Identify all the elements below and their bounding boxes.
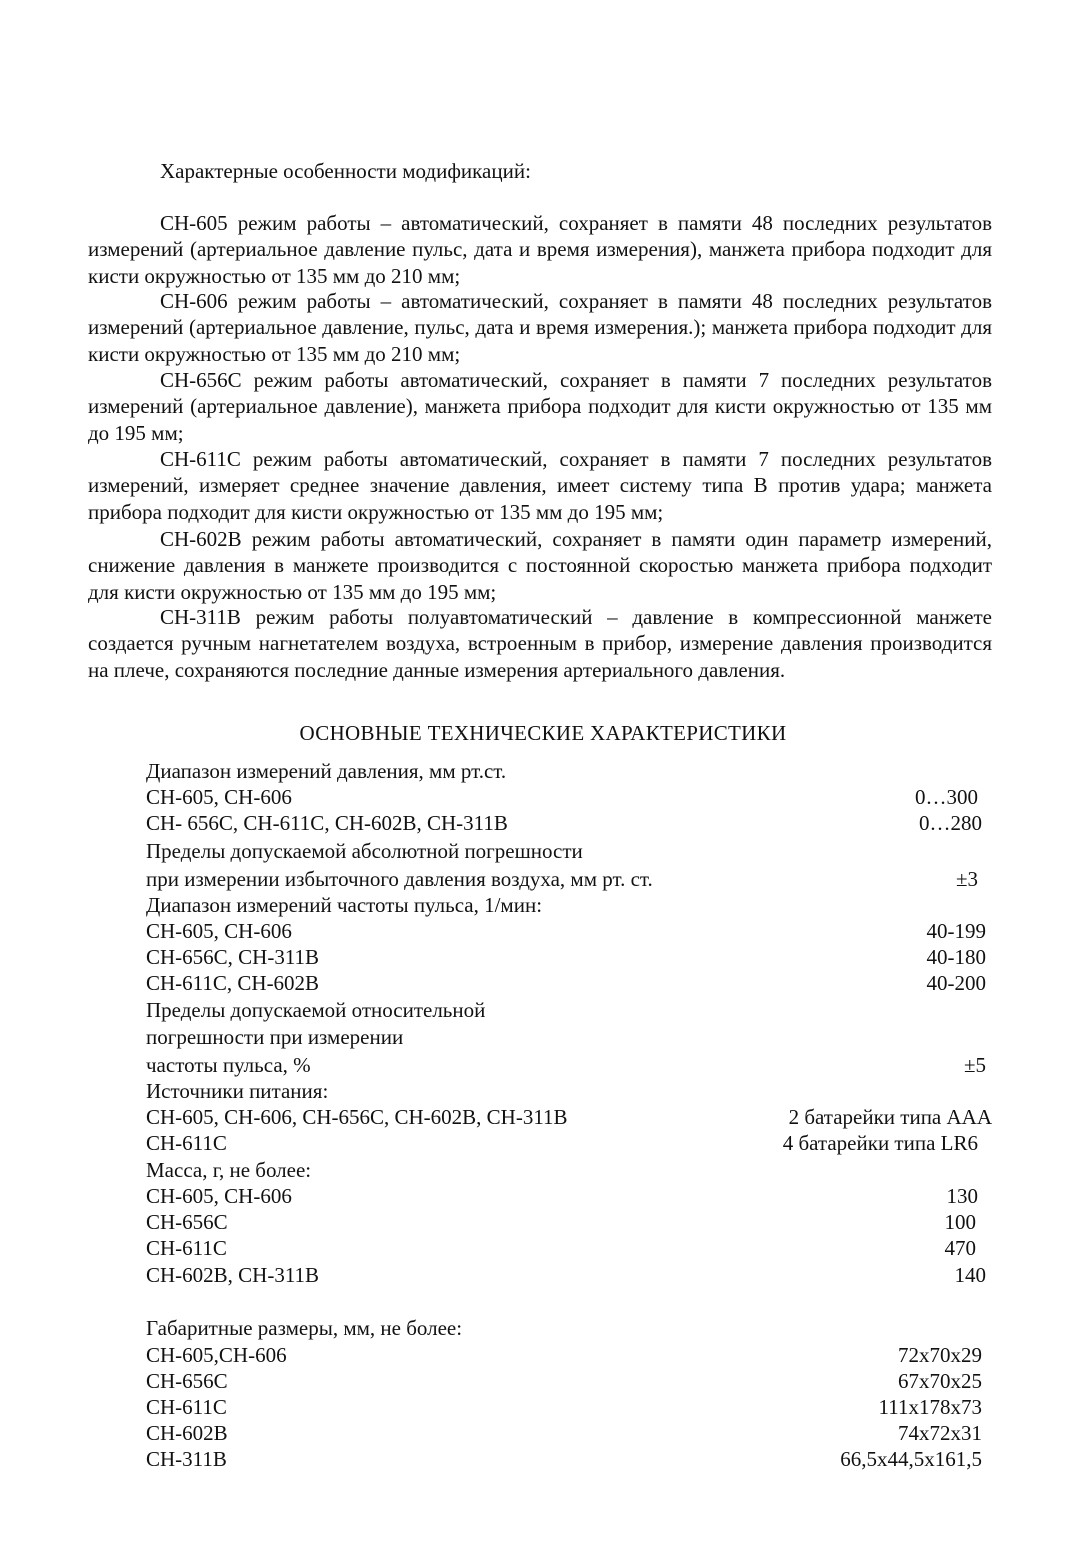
spec-label: СН- 656С, СН-611С, СН-602В, СН-311В [146,811,508,835]
spec-row [146,1024,986,1050]
spec-label: частоты пульса, % [146,1053,311,1077]
spec-value: 67х70х25 [898,1369,982,1393]
spec-label: СН-611С [146,1236,227,1260]
spec-row [146,1446,986,1472]
spec-value: 0…280 [919,811,982,835]
spec-row [146,1183,986,1209]
spec-row [146,1235,986,1261]
paragraph-ch-605: СН-605 режим работы – автоматический, сохраняет в памяти 48 последних результатов измерений (артериальное давление пульс, дата и время измерения), манжета прибора подходит для кисти окружностью от 135 мм до 210 мм; [88,211,992,288]
spec-row [146,1394,986,1420]
spec-label: СН-611С [146,1131,227,1155]
spec-value: 40-200 [926,971,986,995]
spec-row [146,1052,986,1078]
spec-value: 130 [946,1184,978,1208]
spec-label: СН-656С [146,1210,228,1234]
spec-row [146,866,986,892]
paragraph-ch-611c: СН-611С режим работы автоматический, сохраняет в памяти 7 последних результатов измерений, измеряет среднее значение давления, имеет систему типа В против удара; манжета прибора подходит для кисти окружностью от 135 мм до 195 мм; [88,447,992,524]
spec-row [146,1342,986,1368]
spec-label: СН-602В, СН-311В [146,1263,320,1287]
spec-row [146,758,986,784]
spec-label: СН-605, СН-606 [146,1184,292,1208]
spec-row [146,944,986,970]
spec-value: 72х70х29 [898,1343,982,1367]
spec-label: Пределы допускаемой абсолютной погрешности [146,839,583,863]
paragraph-ch-656c: СН-656С режим работы автоматический, сохраняет в памяти 7 последних результатов измерений (артериальное давление), манжета прибора подходит для кисти окружностью от 135 мм до 195 мм; [88,368,992,445]
spec-value: 4 батарейки типа LR6 [782,1131,978,1155]
spec-value: ±5 [963,1053,986,1077]
spec-label: Масса, г, не более: [146,1158,312,1182]
spec-row [146,810,986,836]
spec-value: 40-199 [926,919,986,943]
spec-row [146,1368,986,1394]
spec-value: ±3 [955,867,978,891]
spec-row [146,1420,986,1446]
spec-row [146,892,986,918]
spec-label: СН-605, СН-606, СН-656С, СН-602В, СН-311В [146,1105,568,1129]
spec-label: СН-602В [146,1421,228,1445]
spec-value: 100 [944,1210,976,1234]
spec-label: СН-605, СН-606 [146,919,292,943]
spec-label: СН-605, СН-606 [146,785,292,809]
section-title: ОСНОВНЫЕ ТЕХНИЧЕСКИЕ ХАРАКТЕРИСТИКИ [299,721,787,745]
spec-label: СН-311В [146,1447,227,1471]
spec-label: Диапазон измерений частоты пульса, 1/мин: [146,893,543,917]
spec-label: Пределы допускаемой относительной [146,998,486,1022]
modifications-heading: Характерные особенности модификаций: [160,159,531,183]
spec-row [146,1130,986,1156]
spec-row [146,1157,986,1183]
spec-value: 2 батарейки типа ААА [788,1105,992,1129]
spec-label: Диапазон измерений давления, мм рт.ст. [146,759,507,783]
spec-row [146,1262,986,1288]
spec-row [146,997,986,1023]
spec-label: СН-611С, СН-602В [146,971,320,995]
spec-value: 74х72х31 [898,1421,982,1445]
spec-row [146,1104,992,1130]
spec-value: 111х178х73 [878,1395,982,1419]
spec-label: Габаритные размеры, мм, не более: [146,1316,463,1340]
spec-label: погрешности при измерении [146,1025,404,1049]
spec-label: СН-605,СН-606 [146,1343,287,1367]
spec-value: 140 [954,1263,986,1287]
spec-row [146,838,986,864]
spec-row [146,918,986,944]
spec-label: СН-611С [146,1395,227,1419]
spec-value: 40-180 [926,945,986,969]
paragraph-ch-602b: СН-602В режим работы автоматический, сохраняет в памяти один параметр измерений, снижение давления в манжете производится с постоянной скоростью манжета прибора подходит для кисти окружностью от 135 мм до 195 мм; [88,527,992,604]
spec-row [146,1315,986,1341]
spec-value: 66,5х44,5х161,5 [840,1447,982,1471]
spec-row [146,1078,986,1104]
spec-row [146,970,986,996]
spec-row [146,1209,986,1235]
spec-value: 0…300 [915,785,978,809]
spec-value: 470 [944,1236,976,1260]
spec-label: СН-656С, СН-311В [146,945,320,969]
paragraph-ch-311b: СН-311В режим работы полуавтоматический – давление в компрессионной манжете создается ручным нагнетателем воздуха, встроенным в прибор, измерение давления производится на плече, сохраняются последние данные измерения артериального давления. [88,605,992,682]
spec-label: при измерении избыточного давления воздуха, мм рт. ст. [146,867,653,891]
spec-row [146,784,986,810]
paragraph-ch-606: СН-606 режим работы – автоматический, сохраняет в памяти 48 последних результатов измерений (артериальное давление, пульс, дата и время измерения.); манжета прибора подходит для кисти окружностью от 135 мм до 210 мм; [88,289,992,366]
spec-label: Источники питания: [146,1079,329,1103]
spec-label: СН-656С [146,1369,228,1393]
